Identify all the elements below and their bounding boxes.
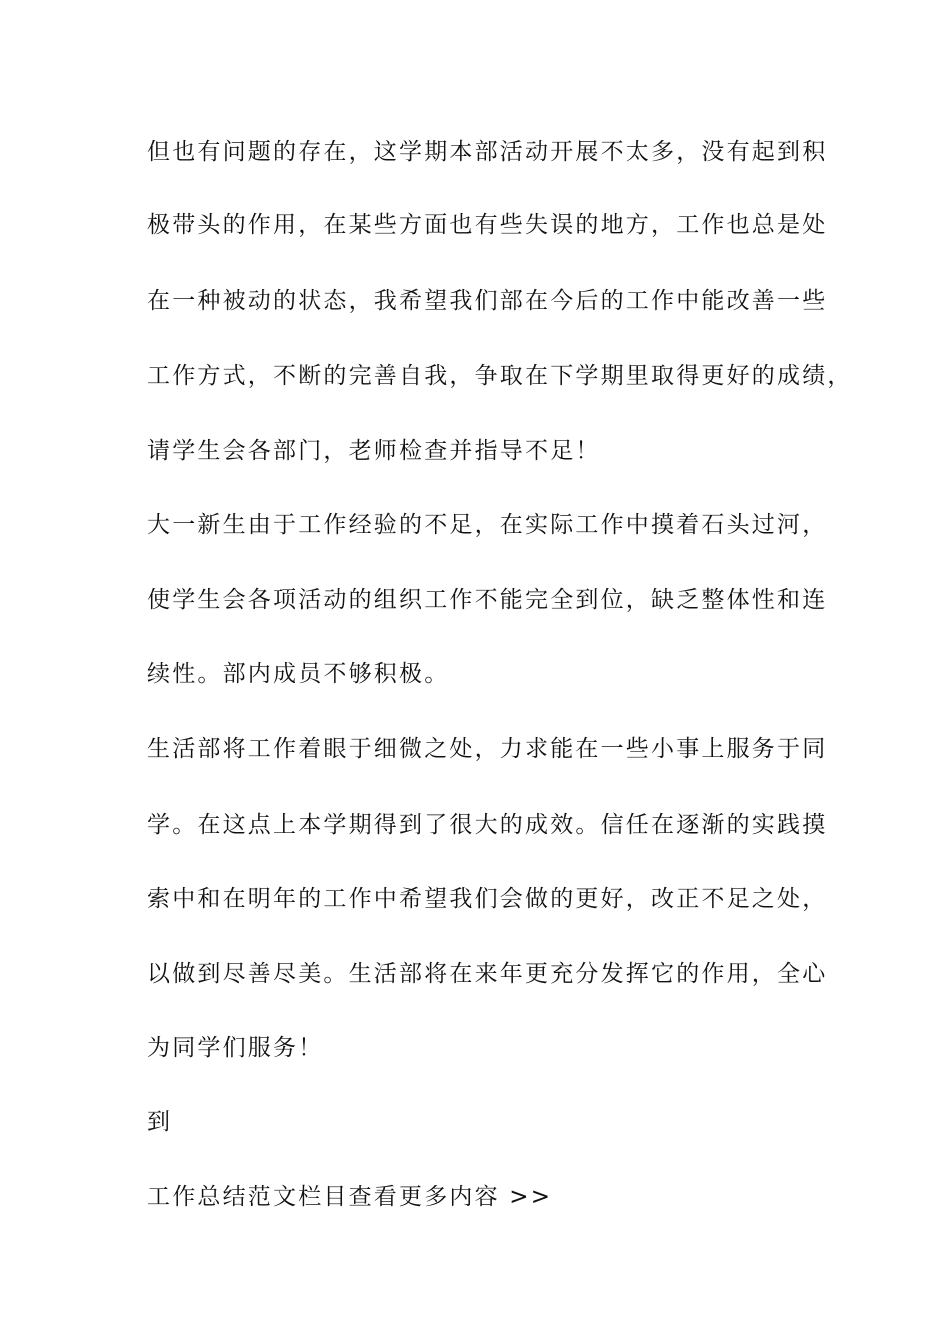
paragraph-line: 为同学们服务！ (147, 1035, 324, 1061)
paragraph-line: 续性。部内成员不够积极。 (147, 661, 450, 687)
paragraph-line: 工作方式，不断的完善自我，争取在下学期里取得更好的成绩， (147, 363, 853, 389)
paragraph-line: 生活部将工作着眼于细微之处，力求能在一些小事上服务于同 (147, 736, 828, 762)
paragraph-line: 大一新生由于工作经验的不足，在实际工作中摸着石头过河， (147, 512, 828, 538)
paragraph-line: 学。在这点上本学期得到了很大的成效。信任在逐渐的实践摸 (147, 812, 828, 838)
paragraph-line: 在一种被动的状态，我希望我们部在今后的工作中能改善一些 (147, 288, 828, 314)
more-content-link[interactable]: 工作总结范文栏目查看更多内容 >> (147, 1184, 553, 1210)
paragraph-line: 但也有问题的存在，这学期本部活动开展不太多，没有起到积 (147, 139, 828, 165)
paragraph-line: 使学生会各项活动的组织工作不能完全到位，缺乏整体性和连 (147, 587, 828, 613)
paragraph-line: 请学生会各部门，老师检查并指导不足！ (147, 438, 601, 464)
paragraph-line: 极带头的作用，在某些方面也有些失误的地方，工作也总是处 (147, 212, 828, 238)
paragraph-line: 索中和在明年的工作中希望我们会做的更好，改正不足之处， (147, 886, 828, 912)
paragraph-line: 到 (147, 1109, 173, 1135)
paragraph-line: 以做到尽善尽美。生活部将在来年更充分发挥它的作用，全心 (147, 961, 828, 987)
